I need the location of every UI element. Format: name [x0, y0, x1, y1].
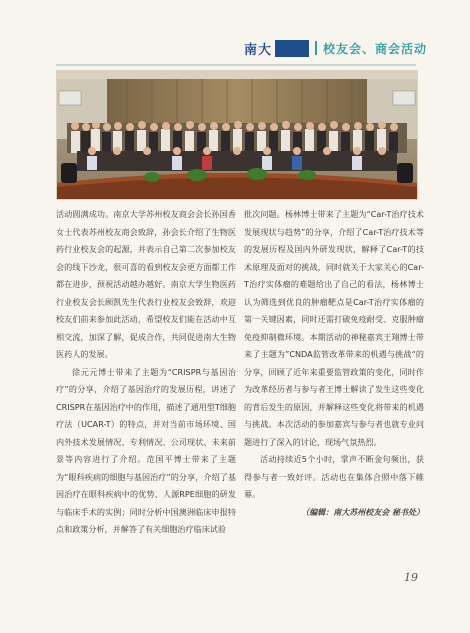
brand-name: 南大 [244, 42, 273, 58]
page-header [244, 38, 454, 58]
header-divider [315, 41, 317, 55]
header-rule [56, 64, 416, 66]
paragraph: 活动圆满成功。南京大学苏州校友商会会长孙国香女士代表苏州校友商会致辞，孙会长介绍了生物医药行业校友会的起源，并表示自己第二次参加校友会的线下沙龙，很可喜的看到校友会更方面都工作都在进步，预祝活动越办越好。南京大学生物医药行业校友会长顾凯先生代表行业校友会致辞，欢迎校友们前来参加此活动，希望校友们能在活动中互相交流，加深了解，促成合作，共同促进南大生物医药人的发展。 [56, 209, 236, 359]
paragraph: 活动持续近5个小时，掌声不断金句频出，获得参与者一致好评。活动也在集体合照中落下帷幕。 [244, 454, 424, 499]
group-photo [56, 70, 418, 200]
paragraph: 批次问题。杨林博士带来了主题为“Car-T治疗技术发展现状与趋势”的分享，介绍了Car-T治疗技术等的发展历程及国内外研发现状，解释了Car-T的技术原理及面对的挑战，同时就关于大家关心的Car-T治疗实体瘤的难题给出了自己的看法，杨林博士认为筛选到优良的肿瘤靶点是Car-T治疗实体瘤的第一关键因素，同时还需打破免疫耐受、克服肿瘤免疫抑制微环境。本期活动的神秘嘉宾王翔博士带来了主题为”CNDA监管改革带来的机遇与挑战“的分享，回顾了近年来重要监管政策的变化，同时作为改革经历者与参与者王博士解读了发生这些变化的背后发生的原因，并解释这些变化将带来的机遇与挑战。本次活动的参加嘉宾与参与者也就专业问题进行了深入的讨论，现场气氛热烈。 [244, 209, 424, 447]
page-number: 19 [404, 571, 418, 584]
article-right-column [244, 206, 424, 521]
editor-signature: （编辑：南大苏州校友会 秘书处） [301, 507, 424, 517]
article-left-column [56, 206, 236, 539]
section-title: 校友会、商会活动 [323, 41, 428, 56]
brand-logo-icon [275, 40, 309, 57]
paragraph: 徐元元博士带来了主题为“CRISPR与基因治疗”的分享，介绍了基因治疗的发展历程，讲述了CRISPR在基因治疗中的作用，描述了通用型T细胞疗法（UCAR-T）的特点，并对当前市场环境、国内外技术发展情况、专利情况、公司现状、未来前景等内容进行了介绍。范国平博士带来了主题为“眼科疾病的细胞与基因治疗”的分享，介绍了基因治疗在眼科疾病中的优势、人源RPE细胞的研发与临床手术的实例；同时分析中国澳洲临床申报特点和政策分析，并解答了有关细胞治疗临床试验 [56, 366, 236, 534]
